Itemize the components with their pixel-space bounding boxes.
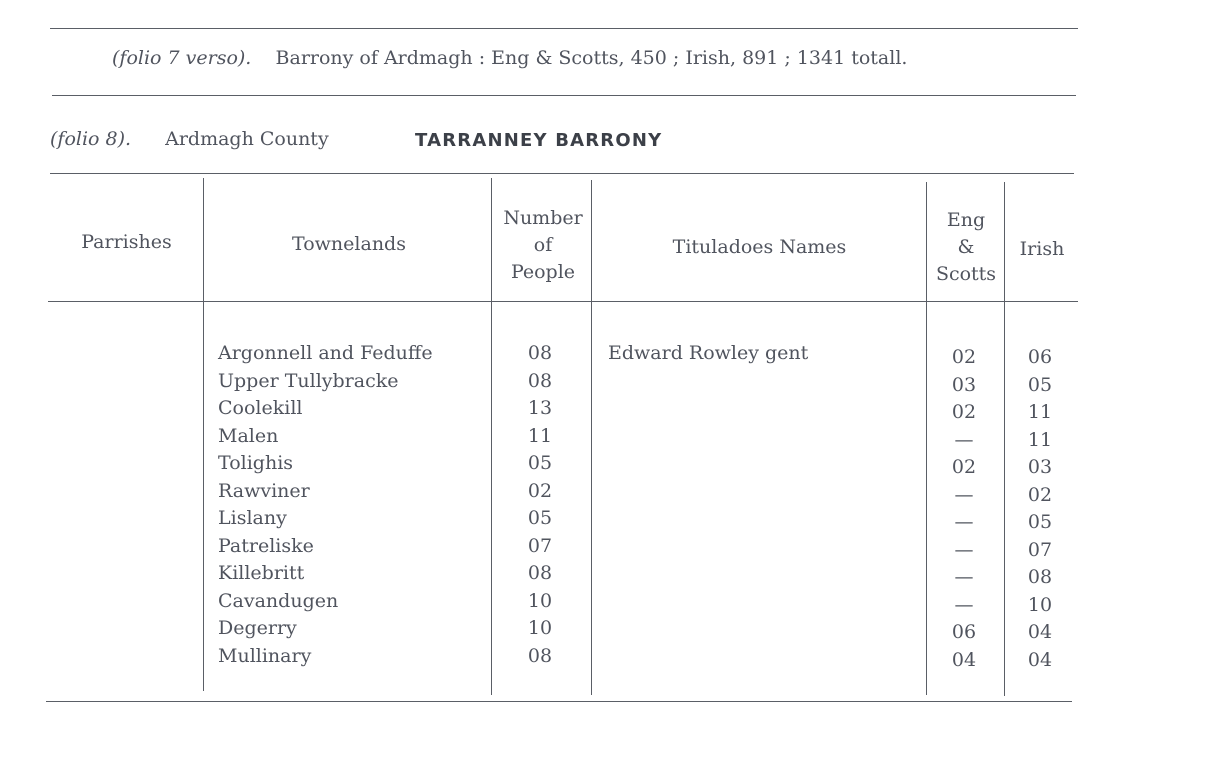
rule-table-top: [50, 173, 1074, 174]
header-number-line-1: Number: [503, 207, 583, 229]
number-cell: 05: [527, 452, 553, 474]
rule-top: [50, 28, 1078, 29]
number-cell: 10: [527, 617, 553, 639]
rule-table-bottom: [46, 701, 1072, 702]
table-row: [0, 370, 1210, 397]
folio-heading: [50, 128, 329, 150]
irish-cell: 04: [1027, 648, 1053, 671]
header-parishes: Parrishes: [81, 231, 172, 253]
irish-cell: 08: [1027, 566, 1053, 588]
barony-summary: [112, 47, 907, 69]
table-row: [0, 397, 1210, 424]
towneland-cell: Killebritt: [218, 562, 305, 584]
irish-cell: 11: [1027, 401, 1053, 423]
eng-scotts-cell: —: [954, 538, 974, 561]
towneland-cell: Rawviner: [218, 479, 310, 502]
table-row: [0, 535, 1210, 562]
number-cell: 02: [527, 479, 553, 502]
number-cell: 08: [527, 562, 553, 584]
irish-cell: 11: [1027, 428, 1053, 451]
header-number-line-2: of: [533, 234, 553, 256]
number-cell: 07: [527, 534, 553, 557]
eng-scotts-cell: 04: [951, 648, 977, 671]
towneland-cell: Cavandugen: [218, 589, 339, 612]
towneland-cell: Argonnell and Feduffe: [218, 342, 433, 364]
header-eng-scotts: [928, 207, 1004, 288]
towneland-cell: Coolekill: [218, 397, 303, 419]
heading-county: Ardmagh County: [165, 128, 329, 150]
number-cell: 08: [527, 644, 553, 667]
header-eng-line-2: &: [957, 236, 975, 258]
header-number-of-people: [493, 205, 593, 286]
number-cell: 08: [527, 342, 553, 364]
eng-scotts-cell: 03: [951, 373, 977, 396]
irish-cell: 05: [1027, 511, 1053, 533]
header-irish: Irish: [1019, 238, 1065, 260]
towneland-cell: Lislany: [218, 507, 287, 529]
towneland-cell: Upper Tullybracke: [218, 369, 399, 392]
header-number-line-3: People: [510, 261, 576, 283]
eng-scotts-cell: —: [954, 593, 974, 616]
eng-scotts-cell: 02: [951, 401, 977, 423]
irish-cell: 04: [1027, 621, 1053, 643]
eng-scotts-cell: —: [954, 483, 974, 506]
irish-cell: 05: [1027, 373, 1053, 396]
heading-folio: (folio 8).: [50, 128, 132, 150]
table-row: [0, 645, 1210, 672]
header-tituladoes: Tituladoes Names: [672, 236, 847, 258]
irish-cell: 03: [1027, 456, 1053, 478]
titulado-cell: Edward Rowley gent: [608, 342, 809, 364]
eng-scotts-cell: 06: [951, 621, 977, 643]
number-cell: 10: [527, 589, 553, 612]
table-row: [0, 562, 1210, 589]
number-cell: 08: [527, 369, 553, 392]
barony-title: TARRANNEY BARRONY: [415, 130, 663, 151]
towneland-cell: Malen: [218, 424, 279, 447]
summary-folio: (folio 7 verso).: [112, 47, 252, 69]
table-row: [0, 425, 1210, 452]
irish-cell: 02: [1027, 483, 1053, 506]
eng-scotts-cell: 02: [951, 456, 977, 478]
eng-scotts-cell: —: [954, 511, 974, 533]
irish-cell: 10: [1027, 593, 1053, 616]
number-cell: 13: [527, 397, 553, 419]
table-row: [0, 452, 1210, 479]
irish-cell: 06: [1027, 346, 1053, 368]
header-eng-line-1: Eng: [946, 209, 986, 231]
number-cell: 11: [527, 424, 553, 447]
header-eng-line-3: Scotts: [935, 263, 997, 285]
eng-scotts-cell: —: [954, 566, 974, 588]
eng-scotts-cell: —: [954, 428, 974, 451]
table-row: [0, 617, 1210, 644]
towneland-cell: Patreliske: [218, 534, 314, 557]
towneland-cell: Tolighis: [218, 452, 294, 474]
towneland-cell: Degerry: [218, 617, 297, 639]
table-row: [0, 480, 1210, 507]
irish-cell: 07: [1027, 538, 1053, 561]
table-row: [0, 590, 1210, 617]
eng-scotts-cell: 02: [951, 346, 977, 368]
number-cell: 05: [527, 507, 553, 529]
table-row: [0, 507, 1210, 534]
table-row: [0, 342, 1210, 369]
header-townelands: Townelands: [292, 233, 406, 255]
summary-text: Barrony of Ardmagh : Eng & Scotts, 450 ; Irish, 891 ; 1341 totall.: [275, 47, 908, 69]
rule-under-summary: [52, 95, 1076, 96]
towneland-cell: Mullinary: [218, 644, 312, 667]
